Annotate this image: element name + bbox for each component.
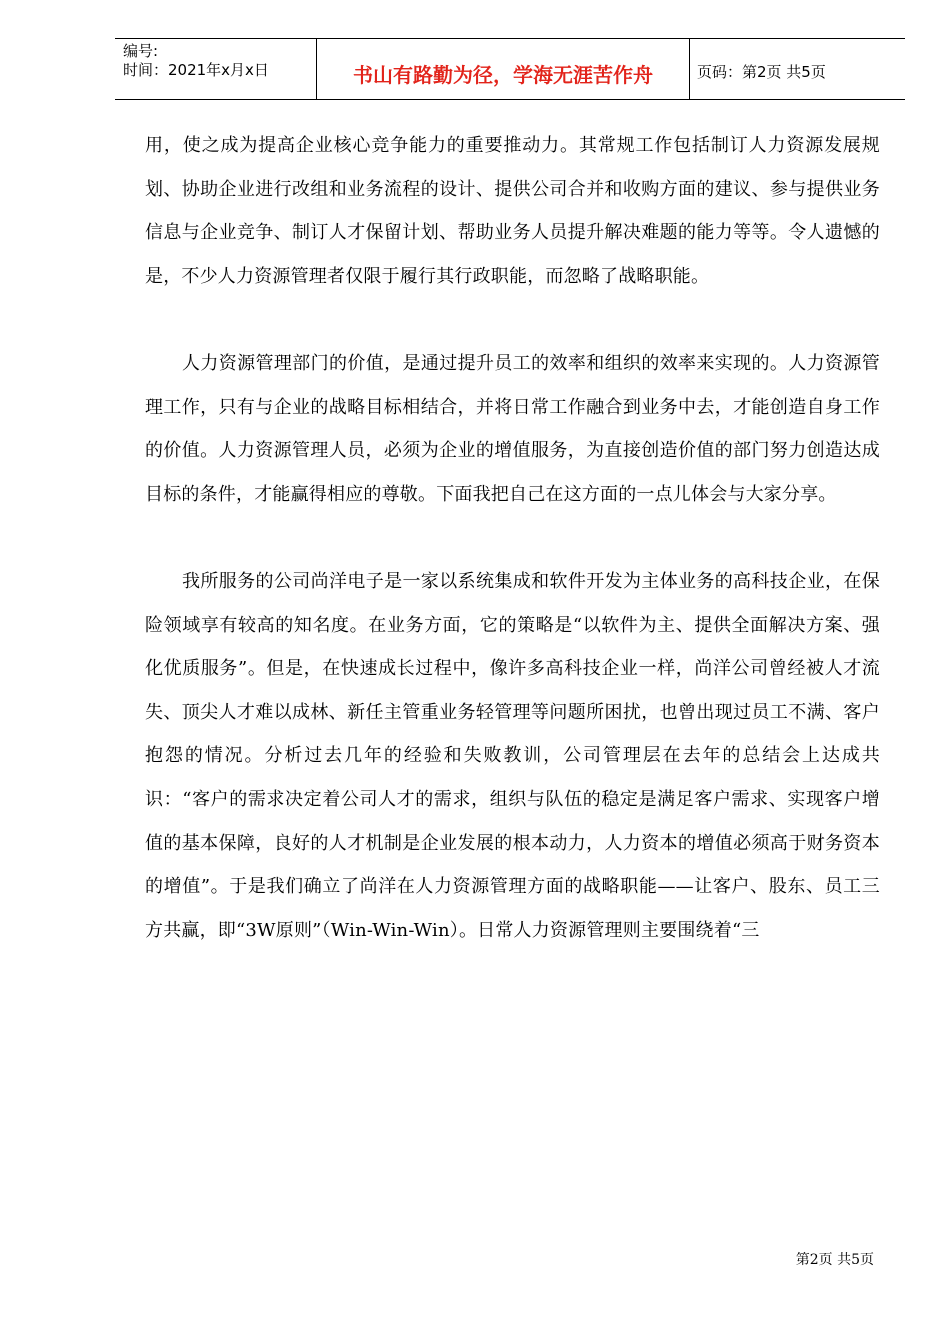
paragraph-gap <box>145 516 880 560</box>
header-divider <box>689 39 690 100</box>
header-meta <box>123 42 269 80</box>
page-footer: 第2页 共5页 <box>795 1252 874 1268</box>
page-header <box>115 38 905 100</box>
header-motto: 书山有路勤为径，学海无涯苦作舟 <box>353 63 653 87</box>
time-label: 时间：2021年x月x日 <box>123 61 269 79</box>
number-label: 编号: <box>123 42 159 60</box>
paragraph-gap <box>145 298 880 342</box>
paragraph: 用，使之成为提高企业核心竞争能力的重要推动力。其常规工作包括制订人力资源发展规划、协助企业进行改组和业务流程的设计、提供公司合并和收购方面的建议、参与提供业务信息与企业竞争、制订人才保留计划、帮助业务人员提升解决难题的能力等等。令人遗憾的是，不少人力资源管理者仅限于履行其行政职能，而忽略了战略职能。 <box>145 135 880 287</box>
paragraph: 人力资源管理部门的价值，是通过提升员工的效率和组织的效率来实现的。人力资源管理工作，只有与企业的战略目标相结合，并将日常工作融合到业务中去，才能创造自身工作的价值。人力资源管理人员，必须为企业的增值服务，为直接创造价值的部门努力创造达成目标的条件，才能赢得相应的尊敬。下面我把自己在这方面的一点儿体会与大家分享。 <box>145 352 880 505</box>
paragraph: 我所服务的公司尚洋电子是一家以系统集成和软件开发为主体业务的高科技企业，在保险领域享有较高的知名度。在业务方面，它的策略是“以软件为主、提供全面解决方案、强化优质服务”。但是，在快速成长过程中，像许多高科技企业一样，尚洋公司曾经被人才流失、顶尖人才难以成林、新任主管重业务轻管理等问题所困扰，也曾出现过员工不满、客户抱怨的情况。分析过去几年的经验和失败教训，公司管理层在去年的总结会上达成共识：“客户的需求决定着公司人才的需求，组织与队伍的稳定是满足客户需求、实现客户增值的基本保障，良好的人才机制是企业发展的根本动力，人力资本的增值必须高于财务资本的增值”。于是我们确立了尚洋在人力资源管理方面的战略职能——让客户、股东、员工三方共赢，即“3W原则”（Win-Win-Win）。日常人力资源管理则主要围绕着“三 <box>145 570 880 941</box>
document-body <box>145 124 880 952</box>
header-page-label: 页码：第2页 共5页 <box>697 63 826 81</box>
